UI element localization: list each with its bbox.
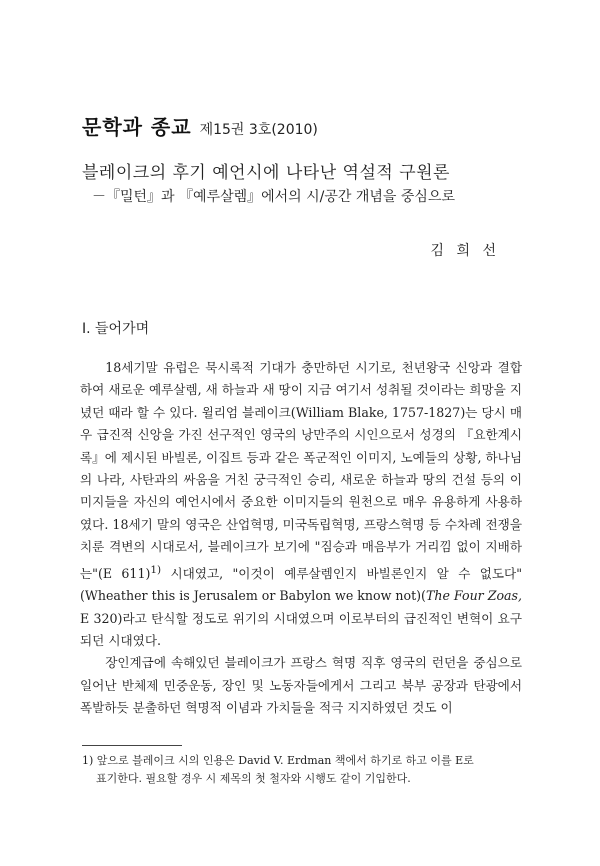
footnote-marker[interactable]: 1) [150, 563, 162, 576]
journal-logo: 문학과 종교 [82, 115, 192, 139]
paragraph-2: 장인계급에 속해있던 블레이크가 프랑스 혁명 직후 영국의 런던을 중심으로 일어난 반체제 민중운동, 장인 및 노동자들에게서 그리고 북부 공장과 탄광에서 폭발하듯 분출하던 혁명적 이념과 가치들을 적극 지지하였던 것도 이 [80, 655, 522, 716]
section-heading: I. 들어가며 [82, 321, 150, 337]
footnote-divider [82, 745, 182, 746]
author-name: 김 희 선 [430, 243, 500, 259]
body-text [80, 357, 522, 720]
journal-issue: 제15권 3호(2010) [199, 122, 318, 138]
footnote-line-1: 1) 앞으로 블레이크 시의 인용은 David V. Erdman 책에서 하기로 하고 이를 E로 [82, 754, 474, 767]
paragraph-1-text-a: 18세기말 유럽은 묵시록적 기대가 충만하던 시기로, 천년왕국 신앙과 결합하여 새로운 예루살렘, 새 하늘과 새 땅이 지금 여기서 성취될 것이라는 희망을 지녔던 때라 할 수 있다. 윌리엄 블레이크(William Blake, 1757-1827)는 당시 매우 급진적 신앙을 가진 선구적인 영국의 낭만주의 시인으로서 성경의 『요한계시록』에 제시된 바빌론, 이집트 등과 같은 폭군적인 이미지, 노예들의 상황, 하나님의 나라, 사탄과의 싸움을 거친 궁극적인 승리, 새로운 하늘과 땅의 건설 등의 이미지들을 자신의 예언시에서 중요한 이미지들의 원천으로 매우 유용하게 사용하였다. 18세기 말의 영국은 산업혁명, 미국독립혁명, 프랑스혁명 등 수차례 전쟁을 치룬 격변의 시대로서, 블레이크가 보기에 "짐승과 매음부가 거리낌 없이 지배하는"(E 611) [80, 360, 522, 581]
footnote-line-2: 표기한다. 필요할 경우 시 제목의 첫 철자와 시행도 같이 기입한다. [96, 772, 411, 785]
paragraph-1-text-c: E 320)라고 탄식할 정도로 위기의 시대였으며 이로부터의 급진적인 변혁이 요구되던 시대였다. [80, 610, 522, 649]
paper-title: 블레이크의 후기 예언시에 나타난 역설적 구원론 [82, 163, 450, 183]
work-title: The Four Zoas, [425, 588, 523, 604]
paper-subtitle: －『밀턴』과 『예루살렘』에서의 시/공간 개념을 중심으로 [92, 189, 455, 205]
journal-header [82, 111, 318, 137]
paragraph-1 [80, 357, 522, 652]
footnote [82, 752, 522, 788]
paragraph-1-text-b: 시대였고, "이것이 예루살렘인지 바빌론인지 알 수 없도다"(Wheather this is Jerusalem or Babylon we know not)( [80, 565, 522, 604]
